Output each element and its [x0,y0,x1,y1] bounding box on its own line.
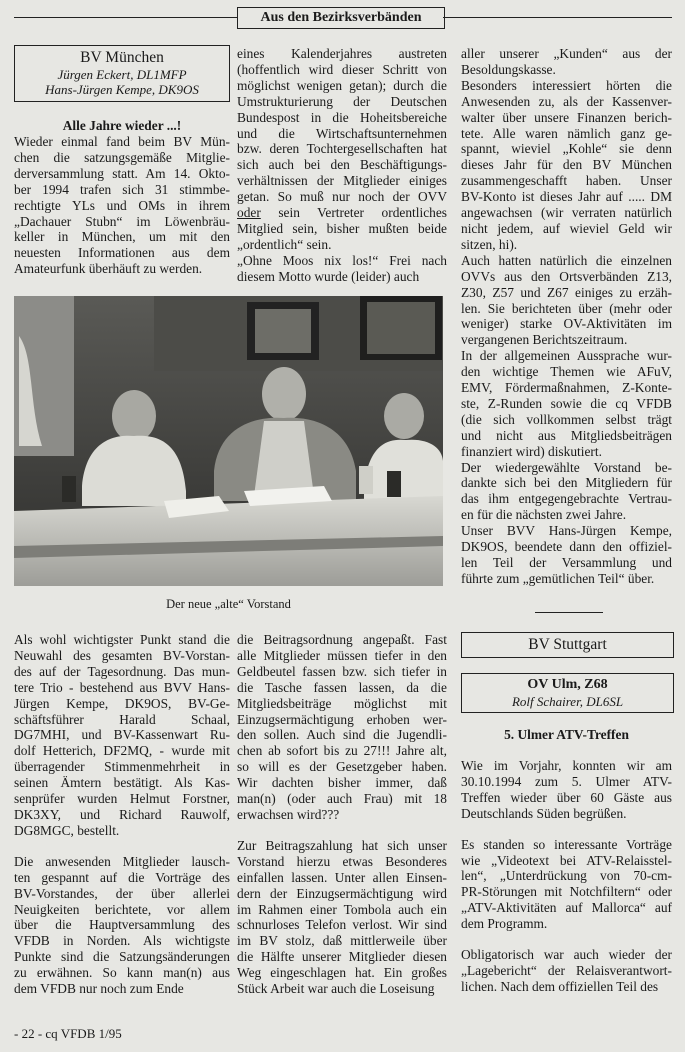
banner-rule-left [14,17,237,18]
text-line: sitzen, hi). [461,236,518,252]
text-line: getan. So muß nur noch der OVV [237,189,447,205]
board-photo [14,296,443,586]
text-line: vergangenen Berichtszeitraum. [461,332,628,348]
text-line: senprüfer wurden Helmut Forstner, [14,791,230,807]
ov-ulm-author: Rolf Schairer, DL6SL [511,694,624,709]
article2 [461,727,672,995]
text-line: Vorstand hierzu etwas Besonderes [237,853,447,869]
text-line: dern der Einzugsermächtigung wird [237,885,447,901]
text-line: eines Kalenderjahres austreten [237,46,447,61]
text-line: erwachsen wird??? [237,806,340,822]
text-line: lichen. Nach dem offiziellen Teil des [461,978,659,994]
article1-col1c-text [14,854,230,997]
text-line: Als wohl wichtigster Punkt stand die [14,632,230,647]
text-line: Auch hatten natürlich die einzelnen [461,252,672,268]
text-line: Weg eingeschlagen hat. Ein großes [237,965,447,981]
article2-para2 [461,837,672,932]
article1-col1-text [14,134,230,277]
text-line: einfallen lassen. Unter allen Einsen- [237,869,447,885]
text-line: alle Mitglieder müssen tiefer in den [237,647,447,663]
text-line: verhältnissen der Mitglieder einiges [237,173,447,189]
article1-heading: Alle Jahre wieder ...! [62,118,182,133]
text-line: Bundespost in die Hoheitsbereiche [237,109,447,125]
ov-ulm-box [461,673,674,713]
text-line: zu erwähnen. So kann man(n) aus [14,965,230,981]
article1-col2-text [237,46,447,285]
bv-stuttgart-title: BV Stuttgart [528,636,607,653]
text-line: schäftsführer Harald Schaal, [14,711,230,727]
text-line: ten gespannt auf die Vorträge des [14,869,230,885]
article2-para3 [461,947,672,995]
board-photo-illustration [14,296,443,586]
text-line: und nicht aus Mitgliedsbeiträgen [461,427,672,443]
text-line: „Dachauer Stubn“ im Löwenbräu- [14,213,230,229]
text-line: PR-Störungen mit Notchfiltern“ oder [461,884,672,900]
article1-col2 [237,46,447,285]
photo-caption: Der neue „alte“ Vorstand [166,597,291,611]
text-line: chen ab sofort bis zu 27!!! Jahre alt, [237,743,447,759]
text-line: im Rahmen einer Tombola auch ein [237,901,447,917]
text-line: den sollen. Auch sind die Jugendli- [237,727,447,743]
bv-muenchen-box [14,45,230,102]
text-line: Zur Beitragszahlung hat sich unser [237,837,447,853]
text-line: Mitglied sein, bisher mußten beide [237,220,447,236]
text-line: ber 1994 trafen sich 31 stimmbe- [14,181,230,197]
text-line: Der wiedergewählte Vorstand be- [461,459,672,475]
text-line: (die sich vollkommen selbst trägt [461,411,672,427]
text-line: len“, „Unterdrückung von 70-cm- [461,868,672,884]
text-line: DG7MHI, und BV-Kassenwart Ru- [14,727,230,743]
text-line: angewachsen (wir verraten natürlich [461,205,672,221]
text-line: sich auch bei den Beschäftigungs- [237,157,447,173]
text-line: wie „Videotext bei ATV-Relaisstel- [461,852,672,868]
text-line: so will es der Gesetzgeber haben. [237,759,447,775]
article1-col2-bottom [237,632,447,997]
text-line: DK3XY, und Richard Rauwolf, [14,806,230,822]
text-line: und die Wirtschaftsunternehmen [237,125,447,141]
text-line: neuesten Informationen aus dem [14,245,230,261]
text-line: im BV stolz, daß mittlerweile über [237,933,447,949]
text-line: Obligatorisch war auch wieder der [461,947,672,963]
section-banner: Aus den Bezirksverbänden [237,7,445,29]
text-line: DK9OS, beendete dann den offiziel- [461,539,672,555]
text-line: das ihm entgegengebrachte Vertrau- [461,491,672,507]
text-line: „Ohne Moos nix los!“ Frei nach [237,252,447,268]
column-separator-rule [535,612,603,613]
article1-col2b-text [237,632,447,823]
text-line: len Teil der Versammlung und [461,555,672,570]
text-line: zusammengeschafft haben. Unser [461,173,672,189]
text-line: (hoffentlich wird dieser Schritt von [237,61,447,77]
text-line: OVVs aus den Ortsverbänden Z13, [461,268,672,284]
text-line: VFDB in Norden. Als wichtigste [14,933,230,949]
text-line: die Tasche fassen lassen, da die [237,679,447,695]
text-line: Stück Arbeit war auch die Loseisung [237,981,435,997]
text-line: Mitgliedsbeiträge möglichst mit [237,695,447,711]
text-line: rechtigte YLs und OMs in ihrem [14,197,230,213]
text-line: führte zum „gemütlichen Teil“ über. [461,570,655,586]
text-line: möglichst wenigen getan); durch die [237,77,447,93]
text-line: spannt, wieviel „Kohle“ sie denn [461,141,672,157]
text-line: Anwesenden zu, als der Kassenver- [461,93,672,109]
ov-ulm-title: OV Ulm, Z68 [527,677,608,692]
text-line: über die Hauptversammlung des [14,917,230,933]
text-line: Es standen so interessante Vorträge [461,836,672,852]
text-line: des auf der Tagesordnung. Das mun- [14,663,230,679]
text-line: DG8MGC, bestellt. [14,822,120,838]
text-line: aller unserer „Kunden“ aus der [461,46,672,61]
text-line: walter über unsere Finanzen berich- [461,109,672,125]
text-line: schnurloses Telefon verlost. Wir sind [237,917,447,933]
text-line: dankte sich bei den Mitgliedern für [461,475,672,491]
text-line: Neuwahl des gesamten BV-Vorstan- [14,647,230,663]
text-line: weniger) starke OV-Aktivitäten im [461,316,672,332]
text-line: Neuigkeiten berichtete, vor allem [14,901,230,917]
text-line: keller in München, um mit den [14,229,230,245]
text-line: „ordentlich“ sein. [237,236,332,252]
text-line: Besonders interessiert hörten die [461,77,672,93]
text-line: BV-Vorstandes, der über allerlei [14,885,230,901]
text-line: Umstrukturierung der Deutschen [237,93,447,109]
text-line: Geldbeutel fassen bzw. sich tiefer in [237,663,447,679]
text-line: oder sein Vertreter ordentliches [237,205,447,221]
banner-rule-right [443,17,672,18]
article1-col2c-text [237,838,447,997]
text-line: bzw. deren Tochtergesellschaften hat [237,141,447,157]
text-line: überragender Stimmenmehrheit in [14,759,230,775]
article2-para1 [461,758,672,822]
text-line: nicht jedem, auf wieviel Geld wir [461,220,672,236]
text-line: Punkte sind die Satzungsänderungen [14,949,230,965]
text-line: 30.10.1994 zum 5. Ulmer ATV- [461,773,672,789]
text-line: Treffen wieder über 60 Gäste aus [461,789,672,805]
text-line: Wieder einmal fand beim BV Mün- [14,134,230,149]
text-line: Einzugsermächtigung erhoben wer- [237,711,447,727]
text-line: Wie im Vorjahr, konnten wir am [461,758,672,773]
text-line: man(n) (oder auch Frau) mit 18 [237,791,447,807]
text-line: tere Trio - bestehend aus BVV Hans- [14,679,230,695]
text-line: seinen Ämtern bestätigt. Als Kas- [14,775,230,791]
text-line: Jürgen Kempe, DK9OS, BV-Ge- [14,695,230,711]
article1-col3-text [461,46,672,587]
article1-col3 [461,46,672,587]
text-line: die Beitragsordnung angepaßt. Fast [237,632,447,647]
text-line: dolf Hetterich, DF2MQ, - wurde mit [14,743,230,759]
page-footer: - 22 - cq VFDB 1/95 [14,1026,122,1041]
text-line: Z30, Z57 und Z67 einiges zu erzäh- [461,284,672,300]
author-1: Jürgen Eckert, DL1MFP [57,67,187,82]
text-line: ste, Z-Runden sowie die cq VFDB [461,395,672,411]
text-line: Unser BVV Hans-Jürgen Kempe, [461,523,672,539]
text-line: In der allgemeinen Aussprache wur- [461,348,672,364]
text-line: diesem Motto wurde (leider) auch [237,268,420,284]
text-line: derversammlung statt. Am 14. Okto- [14,165,230,181]
text-line: EMV, Fördermaßnahmen, Z-Konte- [461,380,672,396]
text-line: len. Sie berichteten über (mehr oder [461,300,672,316]
author-2: Hans-Jürgen Kempe, DK9OS [45,82,199,97]
text-line: die Hälfte unserer Mitglieder diesen [237,949,447,965]
text-line: tete. Alle waren nämlich ganz ge- [461,125,672,141]
text-line: BV-Konto ist dieses Jahr auf ..... DM [461,189,672,205]
text-line: „ATV-Aktivitäten auf Mallorca“ auf [461,900,672,916]
article2-heading: 5. Ulmer ATV-Treffen [504,727,629,742]
article1-col1b-text [14,632,230,839]
article1-col1 [14,118,230,277]
text-line: dem Programm. [461,916,548,932]
bv-stuttgart-box [461,632,674,658]
bv-muenchen-title: BV München [80,49,164,66]
text-line: finanziert wird) diskutiert. [461,443,602,459]
text-line: „Lagebericht“ der Relaisverantwort- [461,962,672,978]
text-line: Wir dachten bisher immer, daß [237,775,447,791]
text-line: dem VFDB nur noch zum Ende [14,981,184,997]
text-line: Amateurfunk überhäuft zu werden. [14,261,203,277]
article1-col1-bottom [14,632,230,997]
text-line: dieses Jahr für den BV München [461,157,672,173]
text-line: en für die nächsten zwei Jahre. [461,507,627,523]
text-line: Deutschlands Süden begrüßen. [461,805,627,821]
text-line: Besoldungskasse. [461,61,556,77]
text-line: Die anwesenden Mitglieder lausch- [14,853,230,869]
text-line: den wichtige Themen wie AFuV, [461,364,672,380]
text-line: chen die satzungsgemäße Mitglie- [14,149,230,165]
